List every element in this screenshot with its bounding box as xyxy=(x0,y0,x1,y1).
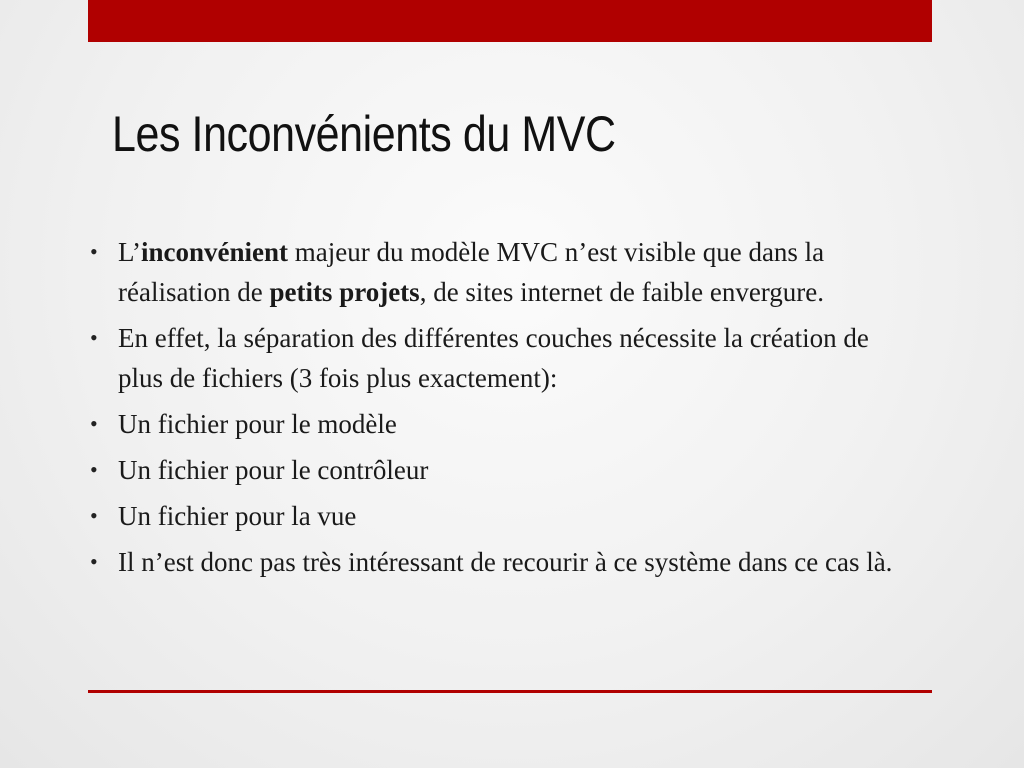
slide-title: Les Inconvénients du MVC xyxy=(112,106,616,162)
bold-term: inconvénient xyxy=(141,237,289,267)
bold-term: petits projets xyxy=(269,277,420,307)
bullet-list xyxy=(88,232,918,588)
bullet-item: • L’inconvénient majeur du modèle MVC n’est visible que dans la réalisation de petits projets, de sites internet de faible envergure. xyxy=(88,232,918,312)
bullet-icon: • xyxy=(90,457,98,482)
bullet-item: • Il n’est donc pas très intéressant de recourir à ce système dans ce cas là. xyxy=(88,542,918,582)
bullet-icon: • xyxy=(90,239,98,264)
bullet-icon: • xyxy=(90,325,98,350)
bullet-item: • En effet, la séparation des différentes couches nécessite la création de plus de fichiers (3 fois plus exactement): xyxy=(88,318,918,398)
bullet-icon: • xyxy=(90,411,98,436)
bullet-item: • Un fichier pour le modèle xyxy=(88,404,918,444)
bullet-icon: • xyxy=(90,549,98,574)
bottom-divider xyxy=(88,690,932,693)
top-accent-bar xyxy=(88,0,932,42)
bullet-item: • Un fichier pour la vue xyxy=(88,496,918,536)
bullet-icon: • xyxy=(90,503,98,528)
bullet-item: • Un fichier pour le contrôleur xyxy=(88,450,918,490)
